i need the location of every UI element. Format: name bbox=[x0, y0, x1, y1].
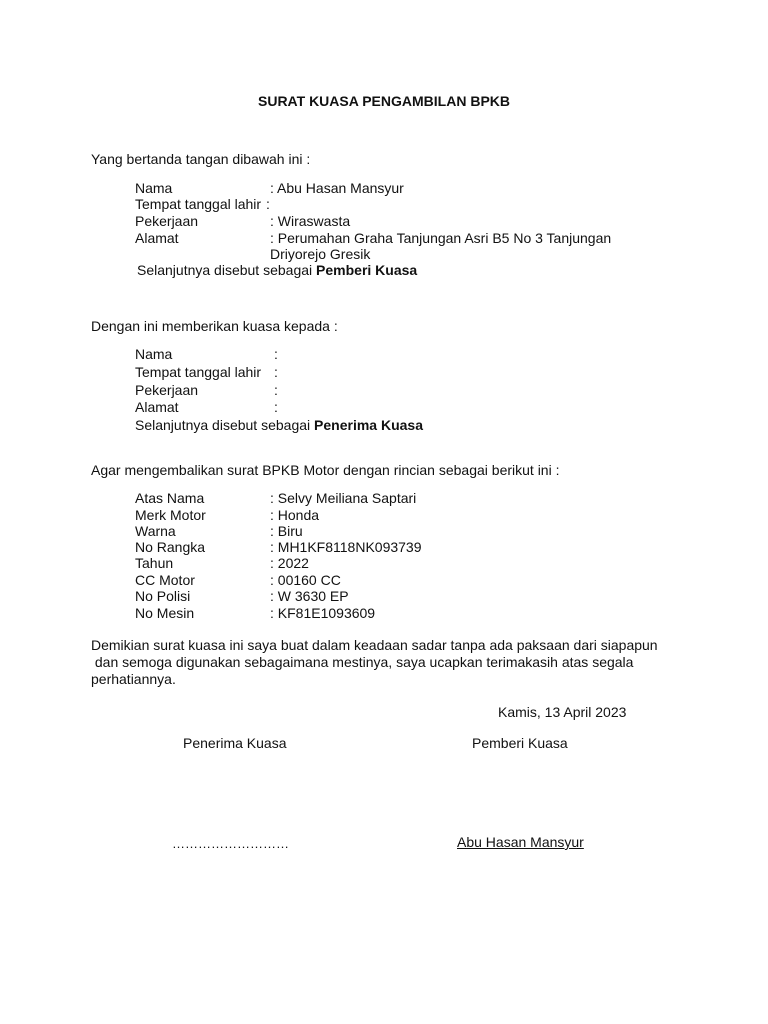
vehicle-label: No Rangka bbox=[135, 539, 206, 555]
closing-line: perhatiannya. bbox=[91, 671, 176, 687]
grantor-designation bbox=[137, 262, 417, 279]
closing-line: dan semoga digunakan sebagaimana mestinya, saya ucapkan terimakasih atas segala bbox=[91, 654, 634, 670]
vehicle-value: : Biru bbox=[270, 523, 303, 539]
grantor-birth-value: : bbox=[266, 196, 270, 212]
grantor-designation-prefix: Selanjutnya disebut sebagai bbox=[137, 262, 317, 278]
grantee-address-label: Alamat bbox=[135, 399, 179, 415]
grantee-name-label: Nama bbox=[135, 346, 173, 362]
delegation-intro: Dengan ini memberikan kuasa kepada : bbox=[91, 318, 338, 334]
grantee-designation-prefix: Selanjutnya disebut sebagai bbox=[135, 417, 315, 433]
grantee-birth-value: : bbox=[274, 364, 278, 380]
letter-date: Kamis, 13 April 2023 bbox=[498, 704, 627, 720]
grantor-signature-heading: Pemberi Kuasa bbox=[472, 735, 568, 751]
intro-text: Yang bertanda tangan dibawah ini : bbox=[91, 151, 311, 167]
vehicle-label: No Polisi bbox=[135, 588, 191, 604]
grantor-address-label: Alamat bbox=[135, 230, 179, 246]
vehicle-label: CC Motor bbox=[135, 572, 195, 588]
grantor-address-line2: Driyorejo Gresik bbox=[270, 246, 371, 262]
grantor-designation-role: Pemberi Kuasa bbox=[316, 262, 418, 278]
grantor-birth-label: Tempat tanggal lahir bbox=[135, 196, 262, 212]
vehicle-value: : KF81E1093609 bbox=[270, 605, 376, 621]
grantor-signature-name: Abu Hasan Mansyur bbox=[457, 834, 584, 850]
grantor-job-label: Pekerjaan bbox=[135, 213, 199, 229]
grantor-name-label: Nama bbox=[135, 180, 173, 196]
vehicle-label: Atas Nama bbox=[135, 490, 205, 506]
grantee-job-value: : bbox=[274, 382, 278, 398]
document-title: SURAT KUASA PENGAMBILAN BPKB bbox=[258, 93, 510, 109]
vehicle-label: Merk Motor bbox=[135, 507, 206, 523]
purpose-intro: Agar mengembalikan surat BPKB Motor dengan rincian sebagai berikut ini : bbox=[91, 462, 560, 478]
grantee-designation bbox=[135, 417, 423, 434]
grantor-job-value: : Wiraswasta bbox=[270, 213, 351, 229]
recipient-signature-name: ……………………… bbox=[172, 836, 289, 851]
grantor-address-line1: : Perumahan Graha Tanjungan Asri B5 No 3 Tanjungan bbox=[270, 230, 612, 246]
recipient-signature-heading: Penerima Kuasa bbox=[183, 735, 287, 751]
grantor-name-value: : Abu Hasan Mansyur bbox=[270, 180, 404, 196]
grantee-name-value: : bbox=[274, 346, 278, 362]
vehicle-value: : W 3630 EP bbox=[270, 588, 349, 604]
vehicle-label: Tahun bbox=[135, 555, 174, 571]
vehicle-value: : Honda bbox=[270, 507, 320, 523]
grantee-designation-role: Penerima Kuasa bbox=[314, 417, 423, 433]
vehicle-value: : 00160 CC bbox=[270, 572, 341, 588]
grantee-birth-label: Tempat tanggal lahir bbox=[135, 364, 262, 380]
vehicle-label: Warna bbox=[135, 523, 176, 539]
closing-line: Demikian surat kuasa ini saya buat dalam keadaan sadar tanpa ada paksaan dari siapapun bbox=[91, 637, 658, 653]
vehicle-label: No Mesin bbox=[135, 605, 195, 621]
vehicle-value: : Selvy Meiliana Saptari bbox=[270, 490, 417, 506]
grantee-job-label: Pekerjaan bbox=[135, 382, 199, 398]
vehicle-value: : MH1KF8118NK093739 bbox=[270, 539, 422, 555]
vehicle-value: : 2022 bbox=[270, 555, 309, 571]
grantee-address-value: : bbox=[274, 399, 278, 415]
